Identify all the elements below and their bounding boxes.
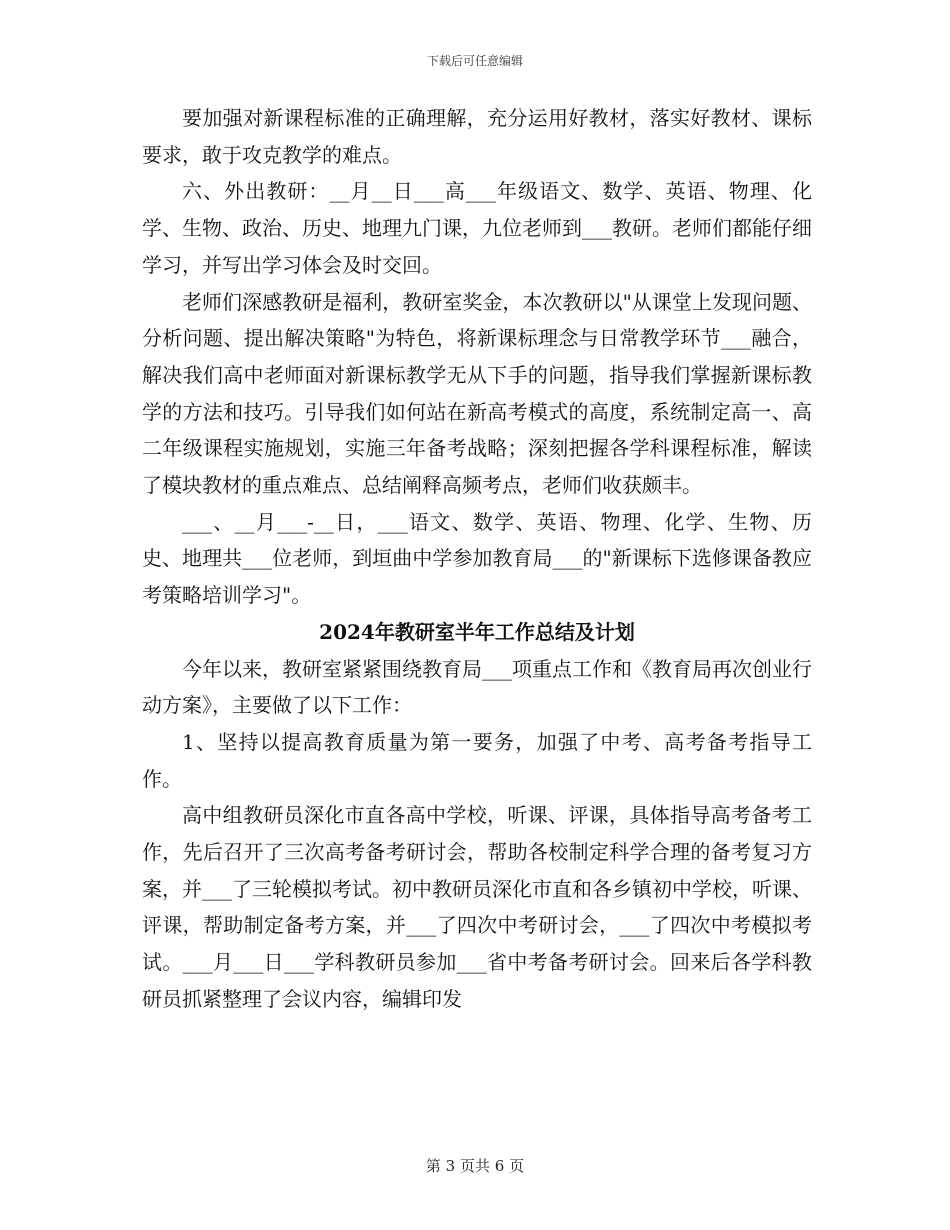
section-title: 2024年教研室半年工作总结及计划 xyxy=(319,619,635,644)
document-body xyxy=(142,100,812,1018)
paragraph: 今年以来，教研室紧紧围绕教育局___项重点工作和《教育局再次创业行动方案》，主要做了以下工作： xyxy=(142,656,812,718)
page-footer: 第 3 页共 6 页 xyxy=(425,1157,525,1175)
paragraph: 六、外出教研：__月__日___高___年级语文、数学、英语、物理、化学、生物、政治、历史、地理九门课，九位老师到___教研。老师们都能仔细学习，并写出学习体会及时交回。 xyxy=(142,179,812,277)
paragraph: 要加强对新课程标准的正确理解，充分运用好教材，落实好教材、课标要求，敢于攻克教学的难点。 xyxy=(142,106,812,167)
paragraph: 1、坚持以提高教育质量为第一要务，加强了中考、高考备考指导工作。 xyxy=(142,729,812,791)
paragraph: 老师们深感教研是福利，教研室奖金，本次教研以"从课堂上发现问题、分析问题、提出解决策略"为特色，将新课标理念与日常教学环节___融合，解决我们高中老师面对新课标教学无从下手的问题，指导我们掌握新课标教学的方法和技巧。引导我们如何站在新高考模式的高度，系统制定高一、高二年级课程实施规划，实施三年备考战略；深刻把握各学科课程标准，解读了模块教材的重点难点、总结阐释高频考点，老师们收获颇丰。 xyxy=(142,289,812,498)
paragraph: 高中组教研员深化市直各高中学校，听课、评课，具体指导高考备考工作，先后召开了三次高考备考研讨会，帮助各校制定科学合理的备考复习方案，并___了三轮模拟考试。初中教研员深化市直和各乡镇初中学校，听课、评课，帮助制定备考方案，并___了四次中考研讨会，___了四次中考模拟考试。___月___日___学科教研员参加___省中考备考研讨会。回来后各学科教研员抓紧整理了会议内容，编辑印发 xyxy=(142,803,812,1011)
page-header: 下载后可任意编辑 xyxy=(426,54,523,68)
paragraph: ___、__月___-__日，___语文、数学、英语、物理、化学、生物、历史、地理共___位老师，到垣曲中学参加教育局___的"新课标下选修课备教应考策略培训学习"。 xyxy=(142,509,812,608)
